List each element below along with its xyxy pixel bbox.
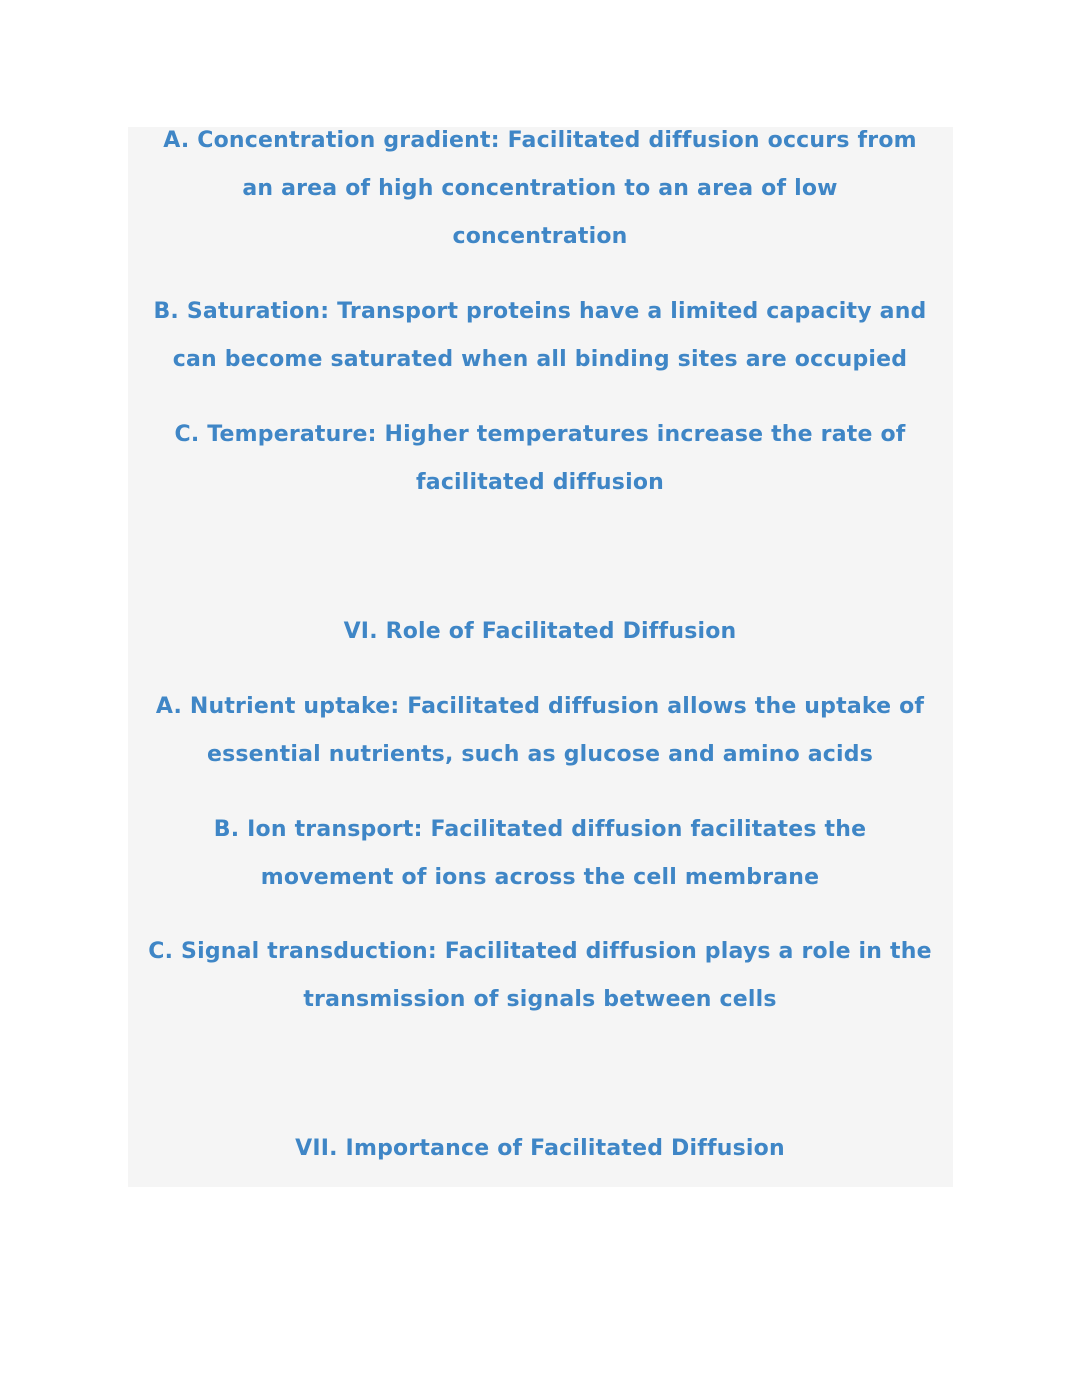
text-line: concentration — [452, 224, 628, 249]
text-line: essential nutrients, such as glucose and amino acids — [206, 742, 874, 767]
text-line: can become saturated when all binding sites are occupied — [172, 347, 908, 372]
section-heading-role: VI. Role of Facilitated Diffusion — [343, 619, 737, 644]
text-line: an area of high concentration to an area of low — [242, 176, 838, 201]
text-line: transmission of signals between cells — [303, 987, 777, 1012]
text-line: C. Signal transduction: Facilitated diffusion plays a role in the — [148, 939, 932, 964]
text-line: A. Nutrient uptake: Facilitated diffusion allows the uptake of — [155, 694, 925, 719]
section-heading-importance: VII. Importance of Facilitated Diffusion — [295, 1136, 785, 1161]
text-line: movement of ions across the cell membrane — [260, 865, 820, 890]
document-panel — [128, 127, 953, 1187]
text-line: C. Temperature: Higher temperatures increase the rate of — [174, 422, 906, 447]
text-line: A. Concentration gradient: Facilitated diffusion occurs from — [163, 128, 917, 153]
text-line: B. Saturation: Transport proteins have a limited capacity and — [153, 299, 927, 324]
text-line: B. Ion transport: Facilitated diffusion facilitates the — [213, 817, 867, 842]
text-line: facilitated diffusion — [416, 470, 664, 495]
